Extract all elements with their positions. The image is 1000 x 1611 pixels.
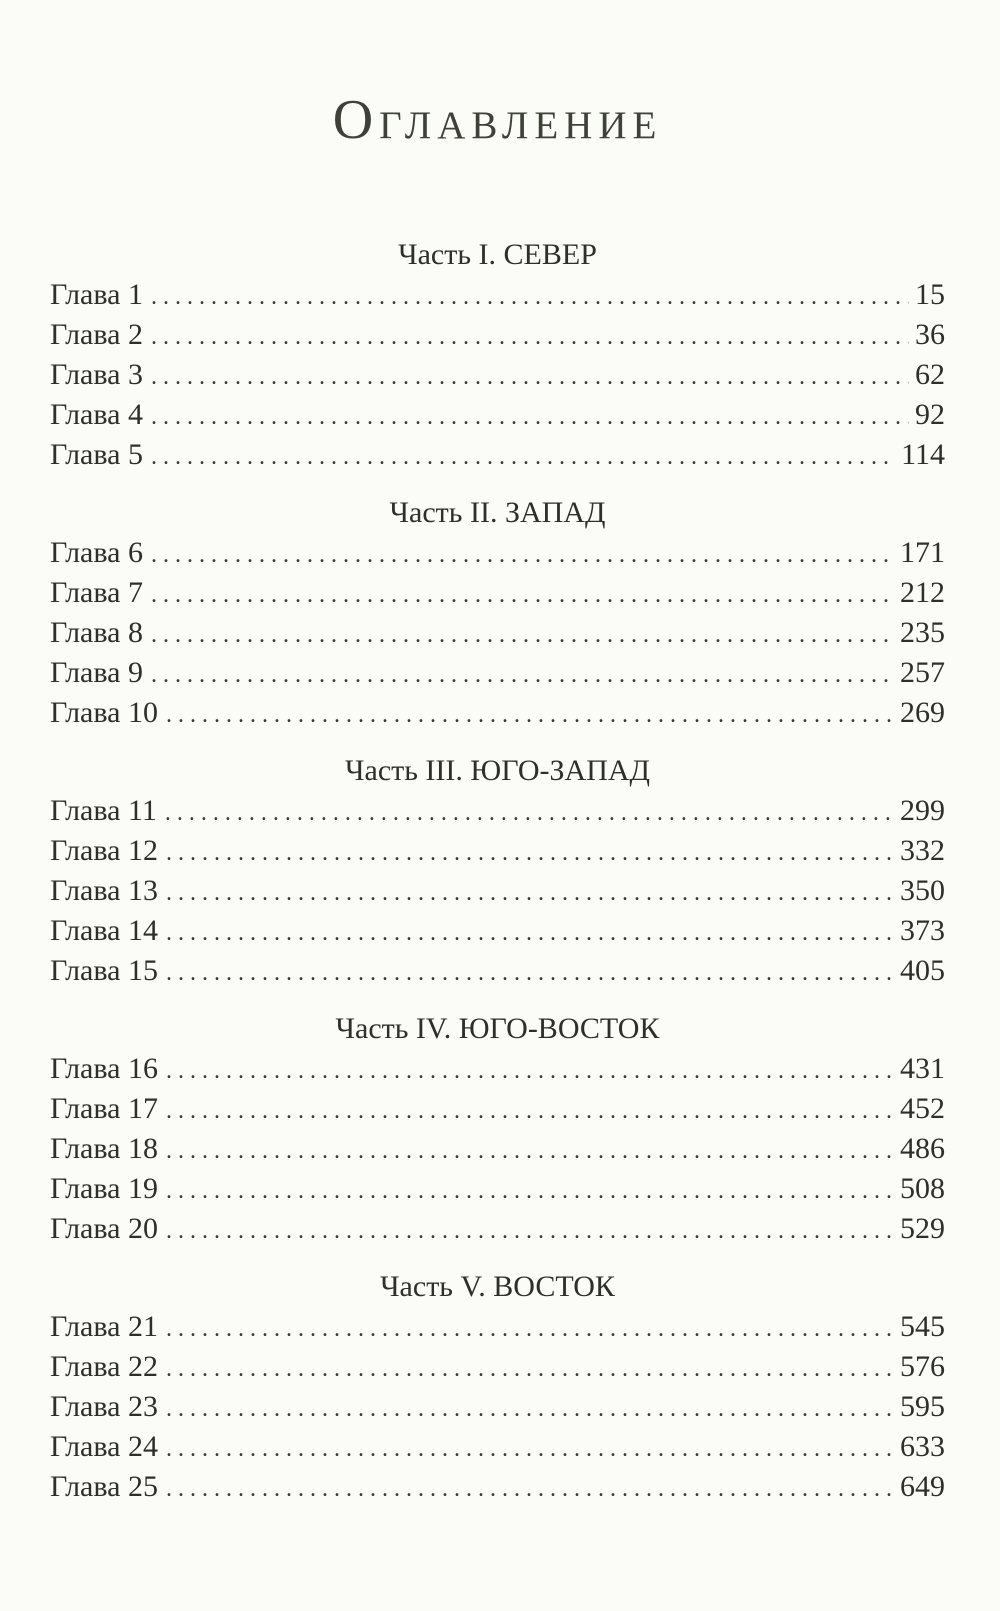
dot-leader bbox=[166, 1171, 894, 1211]
chapter-label: Глава 11 bbox=[50, 794, 157, 827]
page-number: 633 bbox=[900, 1430, 945, 1463]
chapter-label: Глава 20 bbox=[50, 1212, 158, 1245]
toc-entry[interactable] bbox=[50, 951, 945, 991]
page-number: 508 bbox=[900, 1172, 945, 1205]
dot-leader bbox=[165, 793, 894, 833]
chapter-label: Глава 23 bbox=[50, 1390, 158, 1423]
chapter-label: Глава 17 bbox=[50, 1092, 158, 1125]
chapter-label: Глава 24 bbox=[50, 1430, 158, 1463]
page-number: 486 bbox=[900, 1132, 945, 1165]
toc-entry[interactable] bbox=[50, 1049, 945, 1089]
chapter-label: Глава 1 bbox=[50, 278, 143, 311]
dot-leader bbox=[166, 873, 894, 913]
dot-leader bbox=[166, 1469, 894, 1509]
toc-entry[interactable] bbox=[50, 871, 945, 911]
page-number: 529 bbox=[900, 1212, 945, 1245]
page-number: 431 bbox=[900, 1052, 945, 1085]
page-number: 350 bbox=[900, 874, 945, 907]
toc-entry[interactable] bbox=[50, 831, 945, 871]
chapter-label: Глава 21 bbox=[50, 1310, 158, 1343]
dot-leader bbox=[166, 1309, 894, 1349]
chapter-label: Глава 2 bbox=[50, 318, 143, 351]
part-title: Часть I. СЕВЕР bbox=[398, 238, 597, 271]
toc-entry[interactable] bbox=[50, 1169, 945, 1209]
toc-entry[interactable] bbox=[50, 315, 945, 355]
chapter-label: Глава 8 bbox=[50, 616, 143, 649]
page-number: 62 bbox=[915, 358, 945, 391]
dot-leader bbox=[151, 535, 894, 575]
chapter-label: Глава 22 bbox=[50, 1350, 158, 1383]
toc-part bbox=[50, 493, 945, 733]
toc-entry[interactable] bbox=[50, 533, 945, 573]
dot-leader bbox=[166, 1349, 894, 1389]
table-of-contents bbox=[50, 235, 945, 1507]
toc-entry[interactable] bbox=[50, 275, 945, 315]
chapter-label: Глава 25 bbox=[50, 1470, 158, 1503]
toc-part bbox=[50, 235, 945, 475]
dot-leader bbox=[166, 1091, 894, 1131]
toc-entry[interactable] bbox=[50, 1387, 945, 1427]
page-number: 36 bbox=[915, 318, 945, 351]
toc-entry[interactable] bbox=[50, 435, 945, 475]
chapter-label: Глава 15 bbox=[50, 954, 158, 987]
dot-leader bbox=[151, 655, 894, 695]
dot-leader bbox=[151, 437, 895, 477]
dot-leader bbox=[166, 913, 894, 953]
chapter-label: Глава 16 bbox=[50, 1052, 158, 1085]
dot-leader bbox=[151, 397, 909, 437]
dot-leader bbox=[166, 953, 894, 993]
page-number: 299 bbox=[900, 794, 945, 827]
page-number: 545 bbox=[900, 1310, 945, 1343]
toc-entry[interactable] bbox=[50, 1427, 945, 1467]
chapter-label: Глава 7 bbox=[50, 576, 143, 609]
page-title: Оглавление bbox=[332, 89, 663, 151]
toc-entry[interactable] bbox=[50, 573, 945, 613]
dot-leader bbox=[151, 357, 909, 397]
chapter-label: Глава 10 bbox=[50, 696, 158, 729]
dot-leader bbox=[151, 575, 894, 615]
chapter-label: Глава 4 bbox=[50, 398, 143, 431]
page-number: 576 bbox=[900, 1350, 945, 1383]
part-title: Часть V. ВОСТОК bbox=[380, 1270, 615, 1303]
chapter-label: Глава 12 bbox=[50, 834, 158, 867]
toc-entry[interactable] bbox=[50, 1347, 945, 1387]
toc-entry[interactable] bbox=[50, 1129, 945, 1169]
toc-entry[interactable] bbox=[50, 613, 945, 653]
chapter-label: Глава 5 bbox=[50, 438, 143, 471]
page-number: 269 bbox=[900, 696, 945, 729]
chapter-label: Глава 19 bbox=[50, 1172, 158, 1205]
page-number: 595 bbox=[900, 1390, 945, 1423]
page-number: 373 bbox=[900, 914, 945, 947]
part-title: Часть II. ЗАПАД bbox=[389, 496, 606, 529]
page-number: 405 bbox=[900, 954, 945, 987]
dot-leader bbox=[166, 833, 894, 873]
toc-part bbox=[50, 1009, 945, 1249]
dot-leader bbox=[166, 1211, 894, 1251]
dot-leader bbox=[166, 1131, 894, 1171]
dot-leader bbox=[151, 277, 909, 317]
toc-entry[interactable] bbox=[50, 395, 945, 435]
toc-entry[interactable] bbox=[50, 693, 945, 733]
toc-entry[interactable] bbox=[50, 1307, 945, 1347]
toc-entry[interactable] bbox=[50, 653, 945, 693]
toc-entry[interactable] bbox=[50, 1089, 945, 1129]
page-number: 235 bbox=[900, 616, 945, 649]
page-number: 92 bbox=[915, 398, 945, 431]
dot-leader bbox=[166, 695, 894, 735]
dot-leader bbox=[166, 1389, 894, 1429]
dot-leader bbox=[151, 317, 909, 357]
dot-leader bbox=[166, 1429, 894, 1469]
page-number: 171 bbox=[900, 536, 945, 569]
page-number: 257 bbox=[900, 656, 945, 689]
chapter-label: Глава 14 bbox=[50, 914, 158, 947]
toc-entry[interactable] bbox=[50, 1209, 945, 1249]
page-number: 212 bbox=[900, 576, 945, 609]
toc-entry[interactable] bbox=[50, 1467, 945, 1507]
page-number: 452 bbox=[900, 1092, 945, 1125]
toc-entry[interactable] bbox=[50, 355, 945, 395]
toc-entry[interactable] bbox=[50, 911, 945, 951]
page-number: 15 bbox=[915, 278, 945, 311]
dot-leader bbox=[151, 615, 894, 655]
part-title: Часть IV. ЮГО-ВОСТОК bbox=[335, 1012, 660, 1045]
toc-entry[interactable] bbox=[50, 791, 945, 831]
chapter-label: Глава 13 bbox=[50, 874, 158, 907]
chapter-label: Глава 6 bbox=[50, 536, 143, 569]
dot-leader bbox=[166, 1051, 894, 1091]
chapter-label: Глава 3 bbox=[50, 358, 143, 391]
page-number: 114 bbox=[901, 438, 945, 471]
page-number: 649 bbox=[900, 1470, 945, 1503]
chapter-label: Глава 18 bbox=[50, 1132, 158, 1165]
toc-part bbox=[50, 1267, 945, 1507]
page-number: 332 bbox=[900, 834, 945, 867]
toc-part bbox=[50, 751, 945, 991]
chapter-label: Глава 9 bbox=[50, 656, 143, 689]
part-title: Часть III. ЮГО-ЗАПАД bbox=[345, 754, 650, 787]
